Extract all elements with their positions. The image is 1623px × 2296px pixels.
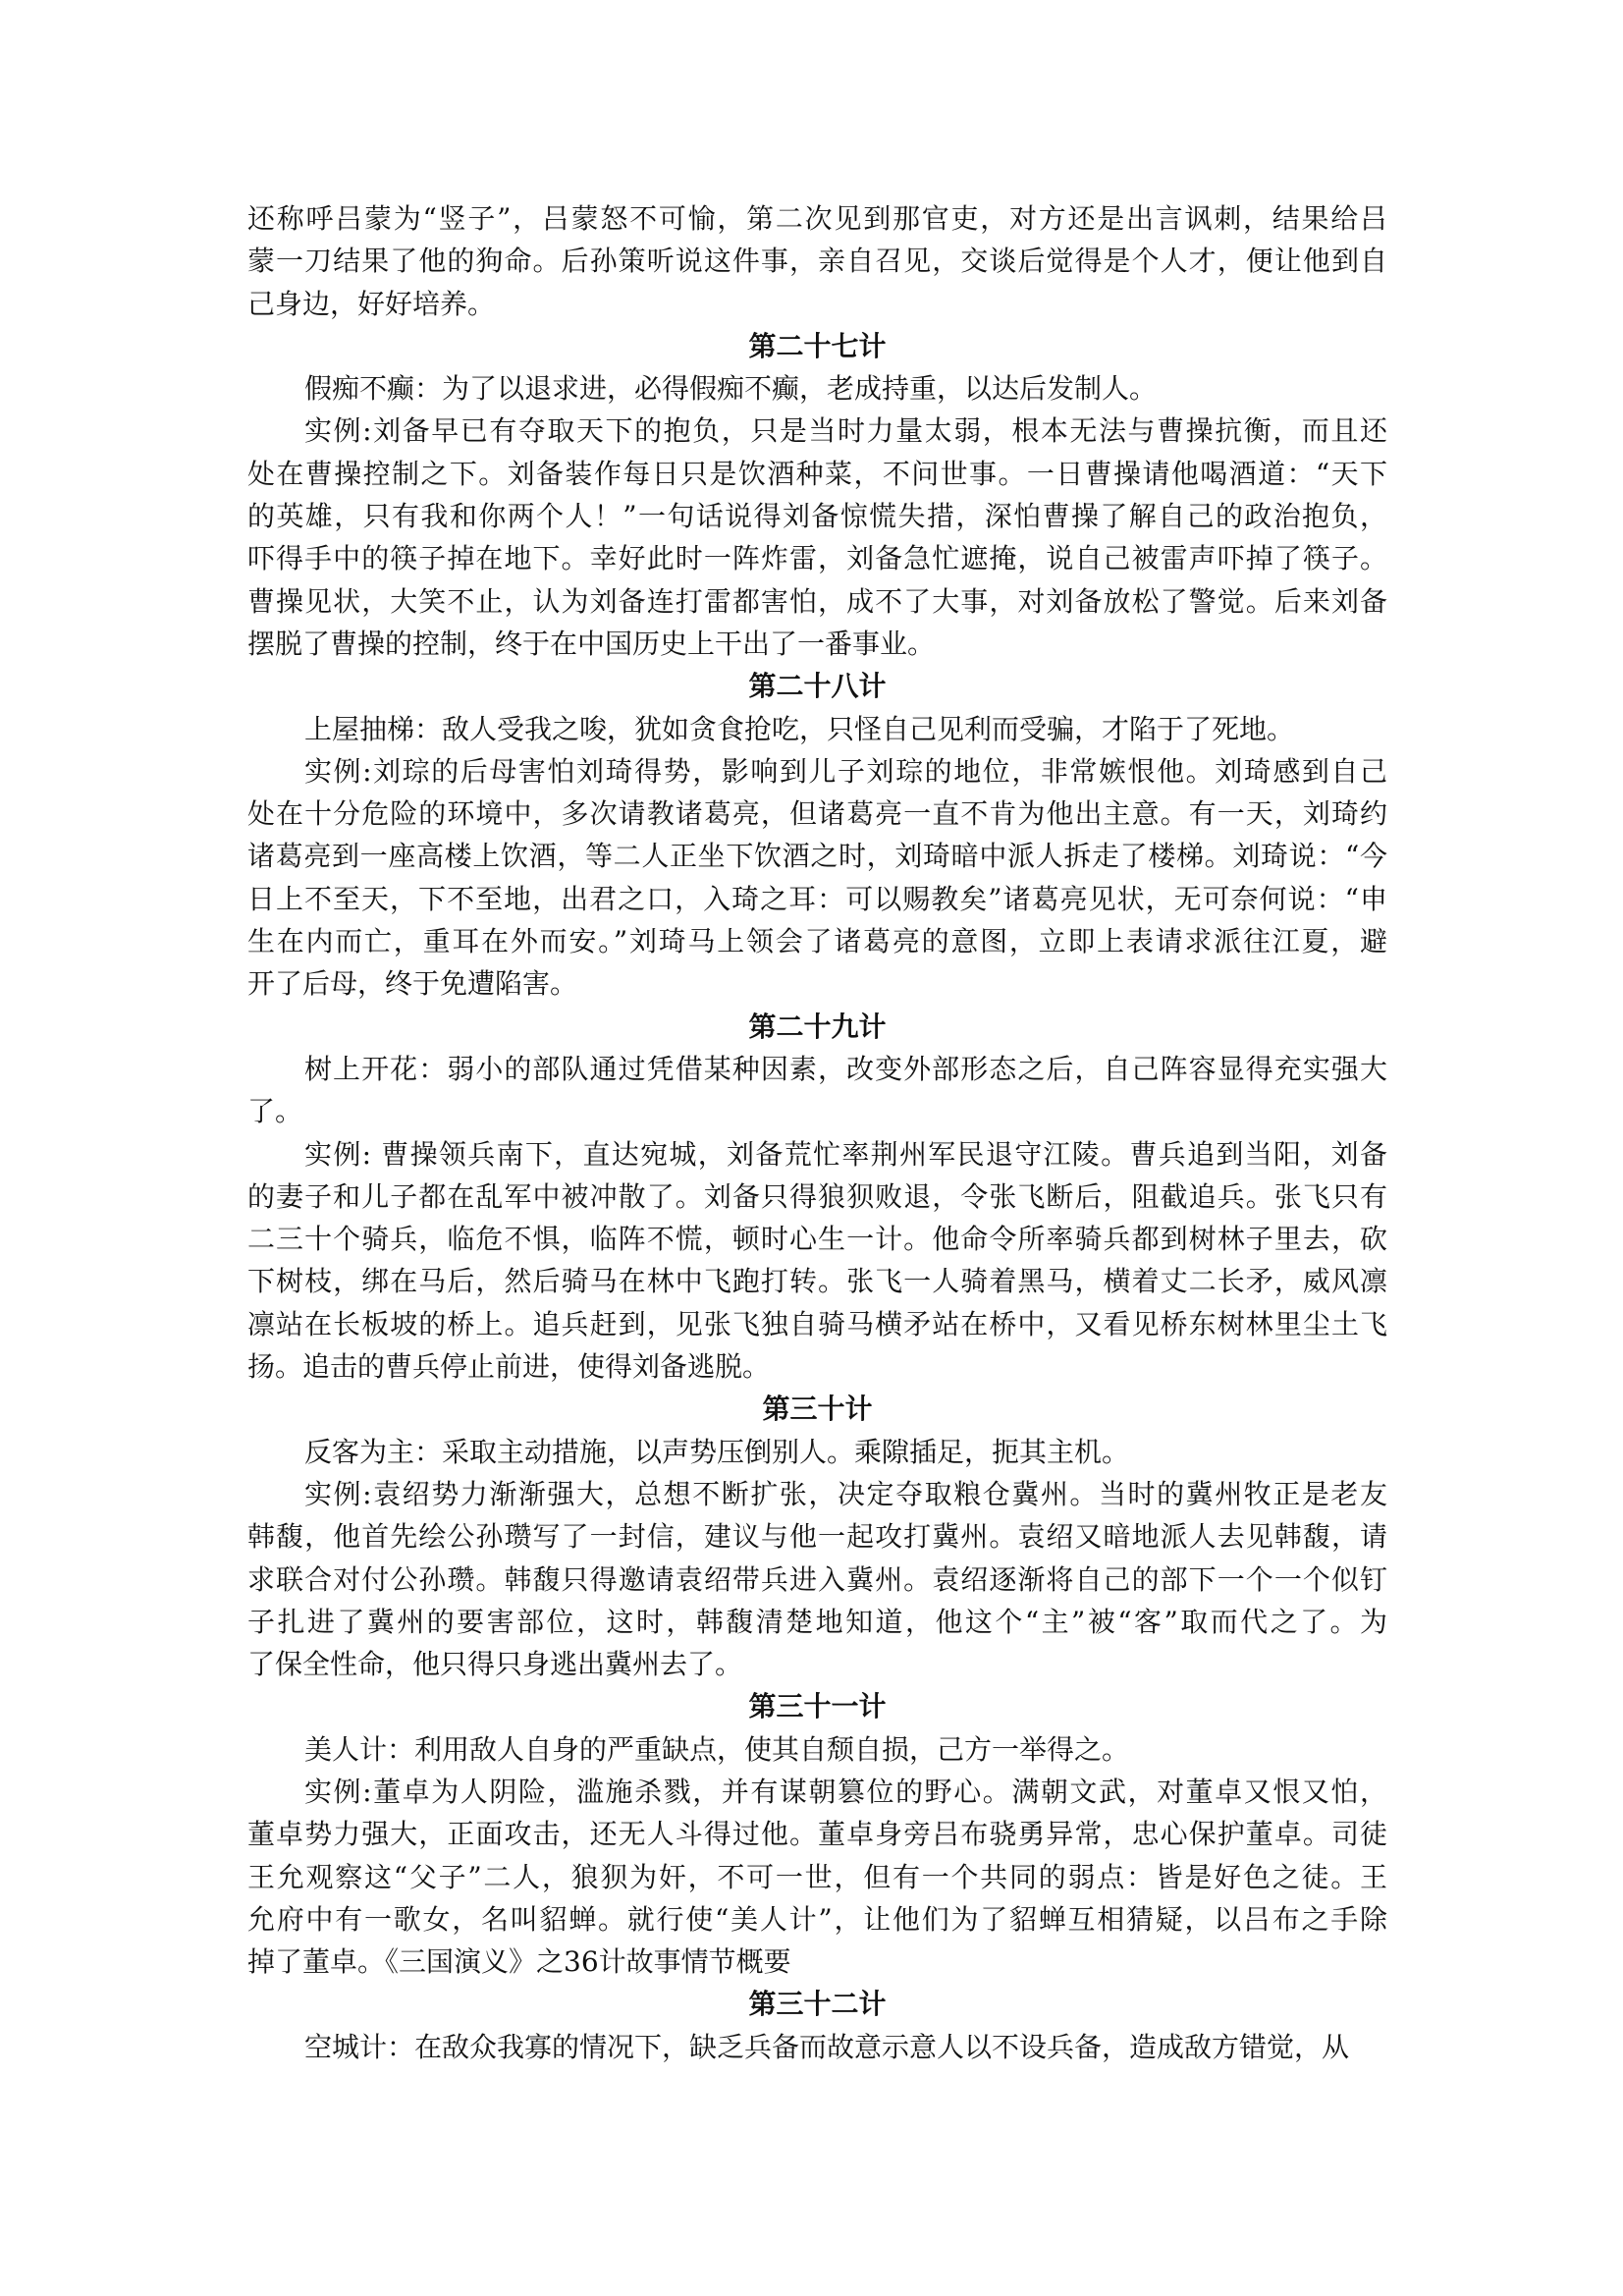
text-line: 掉了董卓。《三国演义》之36计故事情节概要 [247, 1945, 791, 1979]
paragraph [247, 410, 1387, 665]
section-heading: 第三十计 [762, 1393, 873, 1426]
paragraph [247, 1473, 1387, 1685]
text-line: 诸葛亮到一座高楼上饮酒，等二人正坐下饮酒之时，刘琦暗中派人拆走了楼梯。刘琦说：“今 [247, 840, 1387, 873]
text-line: 处在十分危险的环境中，多次请教诸葛亮，但诸葛亮一直不肯为他出主意。有一天，刘琦约 [247, 797, 1387, 831]
text-line: 实例:袁绍势力渐渐强大，总想不断扩张，决定夺取粮仓冀州。当时的冀州牧正是老友 [304, 1477, 1387, 1510]
paragraph [247, 708, 1387, 750]
text-line: 树上开花：弱小的部队通过凭借某种因素，改变外部形态之后，自己阵容显得充实强大 [304, 1052, 1387, 1085]
paragraph [247, 1133, 1387, 1389]
paragraph [247, 2026, 1387, 2068]
text-line: 摆脱了曹操的控制，终于在中国历史上干出了一番事业。 [247, 627, 936, 660]
text-line: 的英雄，只有我和你两个人！”一句话说得刘备惊慌失措，深怕曹操了解自己的政治抱负， [247, 500, 1387, 533]
text-line: 开了后母，终于免遭陷害。 [247, 967, 578, 1001]
text-line: 日上不至天，下不至地，出君之口，入琦之耳：可以赐教矣”诸葛亮见状，无可奈何说：“申 [247, 882, 1387, 915]
section-heading: 第三十一计 [748, 1690, 887, 1723]
paragraph [247, 1771, 1387, 1983]
text-line: 二三十个骑兵，临危不惧，临阵不慌，顿时心生一计。他命令所率骑兵都到树林子里去，砍 [247, 1223, 1387, 1256]
text-line: 扬。追击的曹兵停止前进，使得刘备逃脱。 [247, 1350, 771, 1384]
text-line: 实例:刘备早已有夺取天下的抱负，只是当时力量太弱，根本无法与曹操抗衡，而且还 [304, 414, 1387, 448]
text-line: 生在内而亡，重耳在外而安。”刘琦马上领会了诸葛亮的意图，立即上表请求派往江夏，避 [247, 925, 1387, 958]
text-line: 凛站在长板坡的桥上。追兵赶到，见张飞独自骑马横矛站在桥中，又看见桥东树林里尘土飞 [247, 1307, 1387, 1340]
text-line: 实例:董卓为人阴险，滥施杀戮，并有谋朝篡位的野心。满朝文武，对董卓又恨又怕， [304, 1775, 1387, 1808]
section-heading: 第二十九计 [748, 1010, 887, 1043]
text-line: 曹操见状，大笑不止，认为刘备连打雷都害怕，成不了大事，对刘备放松了警觉。后来刘备 [247, 584, 1387, 618]
text-line: 吓得手中的筷子掉在地下。幸好此时一阵炸雷，刘备急忙遮掩，说自己被雷声吓掉了筷子。 [247, 542, 1387, 575]
text-line: 处在曹操控制之下。刘备装作每日只是饮酒种菜，不问世事。一日曹操请他喝酒道：“天下 [247, 457, 1387, 490]
document-body [247, 197, 1387, 2068]
text-line: 美人计：利用敌人自身的严重缺点，使其自颓自损，己方一举得之。 [304, 1732, 1130, 1766]
paragraph [247, 1728, 1387, 1771]
text-line: 蒙一刀结果了他的狗命。后孙策听说这件事，亲自召见，交谈后觉得是个人才，便让他到自 [247, 245, 1387, 278]
paragraph [247, 197, 1387, 325]
text-line: 上屋抽梯：敌人受我之唆，犹如贪食抢吃，只怪自己见利而受骗，才陷于了死地。 [304, 712, 1295, 745]
text-line: 还称呼吕蒙为“竖子”，吕蒙怒不可愉，第二次见到那官吏，对方还是出言讽刺，结果给吕 [247, 202, 1387, 235]
text-line: 韩馥，他首先绘公孙瓒写了一封信，建议与他一起攻打冀州。袁绍又暗地派人去见韩馥，请 [247, 1520, 1387, 1554]
paragraph [247, 367, 1387, 410]
text-line: 允府中有一歌女，名叫貂蝉。就行使“美人计”，让他们为了貂蝉互相猜疑，以吕布之手除 [247, 1902, 1387, 1936]
paragraph [247, 1431, 1387, 1473]
section-heading: 第二十七计 [748, 329, 887, 362]
text-line: 求联合对付公孙瓒。韩馥只得邀请袁绍带兵进入冀州。袁绍逐渐将自己的部下一个一个似钉 [247, 1562, 1387, 1596]
text-line: 实例: 曹操领兵南下，直达宛城，刘备荒忙率荆州军民退守江陵。曹兵追到当阳，刘备 [304, 1137, 1387, 1171]
text-line: 下树枝，绑在马后，然后骑马在林中飞跑打转。张飞一人骑着黑马，横着丈二长矛，威风凛 [247, 1265, 1387, 1298]
section-heading: 第二十八计 [748, 670, 887, 703]
text-line: 空城计：在敌众我寡的情况下，缺乏兵备而故意示意人以不设兵备，造成敌方错觉，从 [304, 2030, 1350, 2063]
text-line: 己身边，好好培养。 [247, 287, 496, 320]
text-line: 子扎进了冀州的要害部位，这时，韩馥清楚地知道，他这个“主”被“客”取而代之了。为 [247, 1605, 1387, 1638]
paragraph [247, 1048, 1387, 1133]
text-line: 假痴不癫：为了以退求进，必得假痴不癫，老成持重，以达后发制人。 [304, 372, 1158, 406]
text-line: 的妻子和儿子都在乱军中被冲散了。刘备只得狼狈败退，令张飞断后，阻截追兵。张飞只有 [247, 1179, 1387, 1213]
text-line: 董卓势力强大，正面攻击，还无人斗得过他。董卓身旁吕布骁勇异常，忠心保护董卓。司徒 [247, 1818, 1387, 1851]
text-line: 了。 [247, 1095, 303, 1128]
text-line: 王允观察这“父子”二人，狼狈为奸，不可一世，但有一个共同的弱点：皆是好色之徒。王 [247, 1860, 1387, 1893]
text-line: 反客为主：采取主动措施，以声势压倒别人。乘隙插足，扼其主机。 [304, 1435, 1130, 1468]
text-line: 实例:刘琮的后母害怕刘琦得势，影响到儿子刘琮的地位，非常嫉恨他。刘琦感到自己 [304, 754, 1387, 788]
section-heading: 第三十二计 [748, 1988, 887, 2021]
paragraph [247, 750, 1387, 1006]
text-line: 了保全性命，他只得只身逃出冀州去了。 [247, 1648, 743, 1681]
